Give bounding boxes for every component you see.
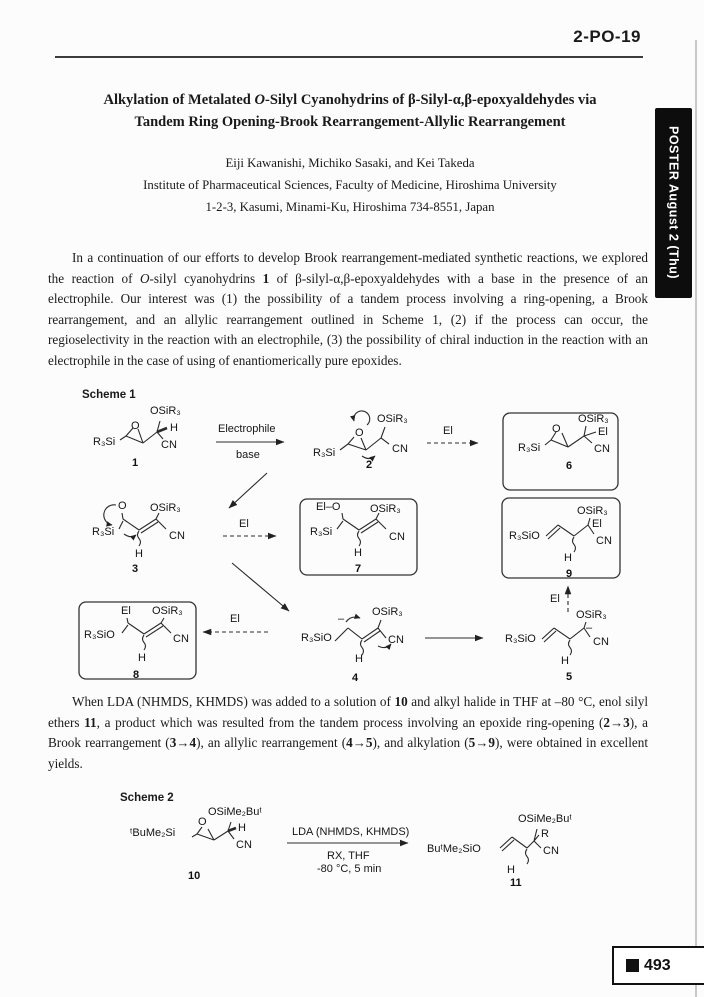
chem-label-butme2sio: BuᵗMe₂SiO: [427, 843, 481, 855]
chem-label-cn: CN: [161, 439, 177, 451]
chem-label-el: El: [598, 426, 608, 438]
chem-label-minus: –: [338, 613, 345, 625]
chem-label-osir3: OSiR₃: [377, 413, 408, 425]
chem-label-osime2but: OSiMe₂Buᵗ: [518, 813, 572, 825]
chem-label-o: O: [131, 420, 140, 432]
reagent-label-lda: LDA (NHMDS, KHMDS): [292, 826, 410, 838]
scheme1-caption: Scheme 1: [82, 389, 136, 401]
arrow-3-to-4: [232, 563, 289, 611]
paragraph-2: When LDA (NHMDS, KHMDS) was added to a solution of 10 and alkyl halide in THF at –80 °C, enol silyl ethers 11, a product which was resulted from the tandem process involving an epoxide ring-opening (2→3), a Brook rearrangement (3→4), an allylic rearrangement (4→5), and alkylation (5→9), were obtained in excellent yields.: [48, 694, 649, 771]
chem-label-r3sio: R₃SiO: [84, 629, 115, 641]
chem-label-osir3: OSiR₃: [577, 505, 608, 517]
arrow-label-base: base: [236, 449, 260, 461]
compound-number-6: 6: [566, 460, 573, 472]
paper-title-line1: Alkylation of Metalated O-Silyl Cyanohydrins of β-Silyl-α,β-epoxyaldehydes via: [103, 92, 597, 108]
authors: Eiji Kawanishi, Michiko Sasaki, and Kei Takeda: [225, 156, 475, 170]
compound-number-8: 8: [133, 669, 140, 681]
paragraph-1: In a continuation of our efforts to develop Brook rearrangement-mediated synthetic reactions, we explored the reaction of O-silyl cyanohydrins 1 of β-silyl-α,β-epoxyaldehydes with a base in the presence of an electrophile. Our interest was (1) the possibility of a tandem process involving a ring-opening, a Brook rearrangement, and an allylic rearrangement outlined in Scheme 1, (2) if the process can occur, the regioselectivity in the reaction with an electrophile, (3) the possibility of chiral induction in the reaction with an electrophile in the case of using of enantiomerically pure epoxides.: [48, 250, 648, 368]
chem-label-o: O: [198, 816, 207, 828]
page-number: 493: [644, 956, 671, 974]
arrow-label-el: El: [550, 593, 560, 605]
chem-label-cn: CN: [392, 443, 408, 455]
chem-label-osir3: OSiR₃: [578, 413, 609, 425]
chem-label-osir3: OSiR₃: [152, 605, 183, 617]
chem-label-cn: CN: [389, 531, 405, 543]
chem-label-cn: CN: [543, 845, 559, 857]
chem-label-r3si: R₃Si: [93, 436, 116, 448]
chem-label-h: H: [170, 422, 178, 434]
paper-title-line2: Tandem Ring Opening-Brook Rearrangement-Allylic Rearrangement: [134, 114, 566, 130]
chem-label-osime2but: OSiMe₂Buᵗ: [208, 806, 262, 818]
chem-label-tbume2si: ᵗBuMe₂Si: [130, 827, 176, 839]
chem-label-cn: CN: [388, 634, 404, 646]
compound-number-11: 11: [510, 877, 522, 889]
chem-label-r3sio: R₃SiO: [505, 633, 536, 645]
chem-label-h: H: [507, 864, 515, 876]
chem-label-osir3: OSiR₃: [370, 503, 401, 515]
scheme1-drawing: [50, 400, 670, 692]
poster-session-tab: [655, 108, 692, 298]
chem-label-cn: CN: [596, 535, 612, 547]
scheme-2: [95, 790, 585, 905]
chem-label-o: O: [552, 423, 561, 435]
chem-label-h: H: [238, 822, 246, 834]
compound-number-5: 5: [566, 671, 573, 683]
chem-label-osir3: OSiR₃: [150, 502, 181, 514]
compound-number-3: 3: [132, 563, 139, 575]
chem-label-osir3: OSiR₃: [372, 606, 403, 618]
chem-label-r3sio: R₃SiO: [509, 530, 540, 542]
chem-label-o: O: [118, 500, 127, 512]
poster-session-tab-label: POSTER August 2 (Thu): [666, 126, 681, 280]
arrow-label-electrophile: Electrophile: [218, 423, 276, 435]
chem-label-el: El: [121, 605, 131, 617]
header-rule: [55, 56, 643, 58]
chem-label-h: H: [564, 552, 572, 564]
chem-label-minus: –: [586, 622, 593, 634]
chem-label-osir3: OSiR₃: [576, 609, 607, 621]
chem-label-osir3: OSiR₃: [150, 405, 181, 417]
chem-label-cn: CN: [173, 633, 189, 645]
chem-label-cn: CN: [236, 839, 252, 851]
chem-label-r3si: R₃Si: [518, 442, 541, 454]
scan-edge-line: [695, 40, 697, 997]
chem-label-h: H: [135, 548, 143, 560]
compound-number-7: 7: [355, 563, 362, 575]
scheme2-caption: Scheme 2: [120, 792, 174, 804]
chem-label-cn: CN: [169, 530, 185, 542]
chem-label-h: H: [354, 547, 362, 559]
chem-label-r3si: R₃Si: [92, 526, 115, 538]
chem-label-h: H: [138, 652, 146, 664]
page-number-square-icon: [626, 959, 639, 972]
affiliation: Institute of Pharmaceutical Sciences, Faculty of Medicine, Hiroshima University: [143, 178, 557, 192]
reagent-label-rx-thf: RX, THF: [327, 850, 370, 862]
chem-label-r3si: R₃Si: [313, 447, 336, 459]
chem-label-r3sio: R₃SiO: [301, 632, 332, 644]
chem-label-r: R: [541, 828, 549, 840]
chem-label-o: O: [355, 427, 364, 439]
arrow-2-to-3: [229, 473, 267, 508]
compound-number-2: 2: [366, 459, 373, 471]
session-code: 2-PO-19: [573, 27, 641, 46]
reagent-label-conditions: -80 °C, 5 min: [317, 863, 382, 875]
scheme-1: [50, 400, 670, 692]
arrow-label-el: El: [230, 613, 240, 625]
page-number-box: [612, 946, 704, 985]
arrow-label-el: El: [239, 518, 249, 530]
compound-number-9: 9: [566, 568, 573, 580]
arrow-label-el: El: [443, 425, 453, 437]
chem-label-h: H: [355, 653, 363, 665]
compound-number-10: 10: [188, 870, 201, 882]
chem-label-h: H: [561, 655, 569, 667]
chem-label-cn: CN: [594, 443, 610, 455]
chem-label-r3si: R₃Si: [310, 526, 333, 538]
compound-number-1: 1: [132, 457, 139, 469]
compound-number-4: 4: [352, 672, 359, 684]
address: 1-2-3, Kasumi, Minami-Ku, Hiroshima 734-8551, Japan: [205, 200, 495, 214]
chem-label-el-o: El–O: [316, 501, 341, 513]
chem-label-el: El: [592, 518, 602, 530]
chem-label-cn: CN: [593, 636, 609, 648]
